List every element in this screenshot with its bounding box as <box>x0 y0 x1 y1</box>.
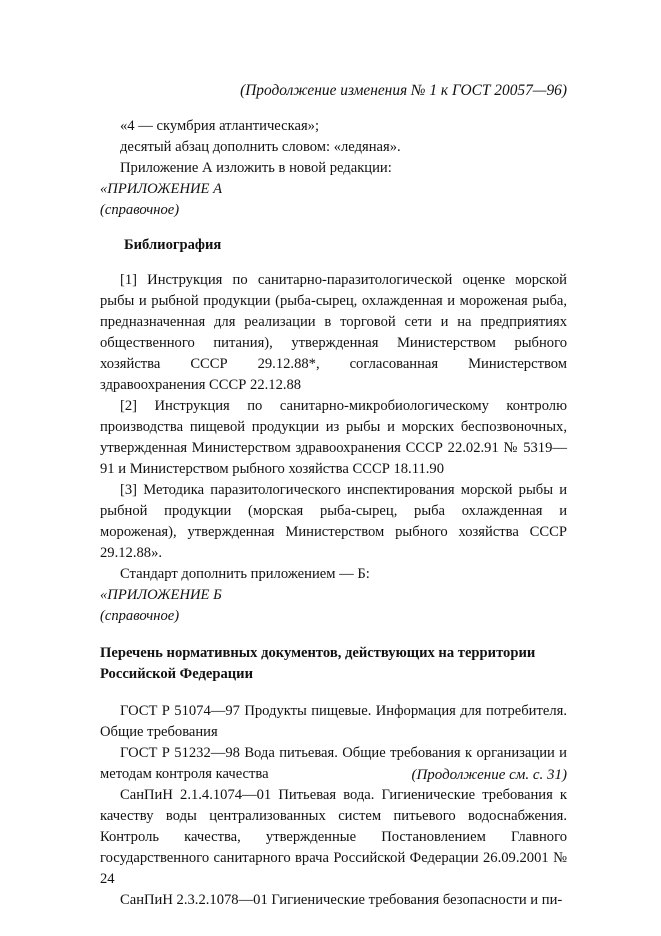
intro-line-3: Приложение А изложить в новой редакции: <box>120 160 392 176</box>
appendix-a-title: «ПРИЛОЖЕНИЕ А <box>100 181 222 197</box>
normative-item-4: СанПиН 2.3.2.1078—01 Гигиенические требования безопасности и пи- <box>120 892 563 908</box>
normative-item-3: СанПиН 2.1.4.1074—01 Питьевая вода. Гигиенические требования к качеству воды централизованных систем питьевого водоснабжения. Контроль качества, утвержденные Постановлением Главного государственного санитарного врача Российской Федерации 26.09.2001 № 24 <box>100 787 567 887</box>
normative-item-2: ГОСТ Р 51232—98 Вода питьевая. Общие требования к организации и методам контроля качества <box>100 745 567 782</box>
normative-title-line-1: Перечень нормативных документов, действующих на территории <box>100 645 536 661</box>
bibliography-item-2: [2] Инструкция по санитарно-микробиологическому контролю производства пищевой продукции из рыбы и морских беспозвоночных, утвержденная Министерством здравоохранения СССР 22.02.91 № 5319—91 и Министерством рыбного хозяйства СССР 18.11.90 <box>100 398 567 477</box>
normative-title-line-2: Российской Федерации <box>100 666 253 682</box>
normative-item-1: ГОСТ Р 51074—97 Продукты пищевые. Информация для потребителя. Общие требования <box>100 703 567 740</box>
appendix-b-title: «ПРИЛОЖЕНИЕ Б <box>100 587 222 603</box>
page-header: (Продолжение изменения № 1 к ГОСТ 20057—96) <box>240 82 567 99</box>
supplement-line: Стандарт дополнить приложением — Б: <box>120 566 370 582</box>
bibliography-title: Библиография <box>124 237 222 253</box>
bibliography-item-1: [1] Инструкция по санитарно-паразитологической оценке морской рыбы и рыбной продукции (рыба-сырец, охлажденная и мороженая рыба, предназначенная для реализации в торговой сети и на предприятиях общественного питания), утвержденная Министерством рыбного хозяйства СССР 29.12.88*, согласованная Министерством здравоохранения СССР 22.12.88 <box>100 272 567 393</box>
appendix-a-note: (справочное) <box>100 202 180 218</box>
appendix-b-note: (справочное) <box>100 608 180 624</box>
intro-line-2: десятый абзац дополнить словом: «ледяная». <box>120 139 401 155</box>
normative-title <box>100 643 567 685</box>
page-body <box>100 116 567 911</box>
bibliography-item-3: [3] Методика паразитологического инспектирования морской рыбы и рыбной продукции (морская рыба-сырец, рыба охлажденная и мороженая), утвержденная Министерством рыбного хозяйства СССР 29.12.88». <box>100 482 567 561</box>
intro-line-1: «4 — скумбрия атлантическая»; <box>120 118 320 134</box>
page-footer: (Продолжение см. с. 31) <box>411 767 567 783</box>
